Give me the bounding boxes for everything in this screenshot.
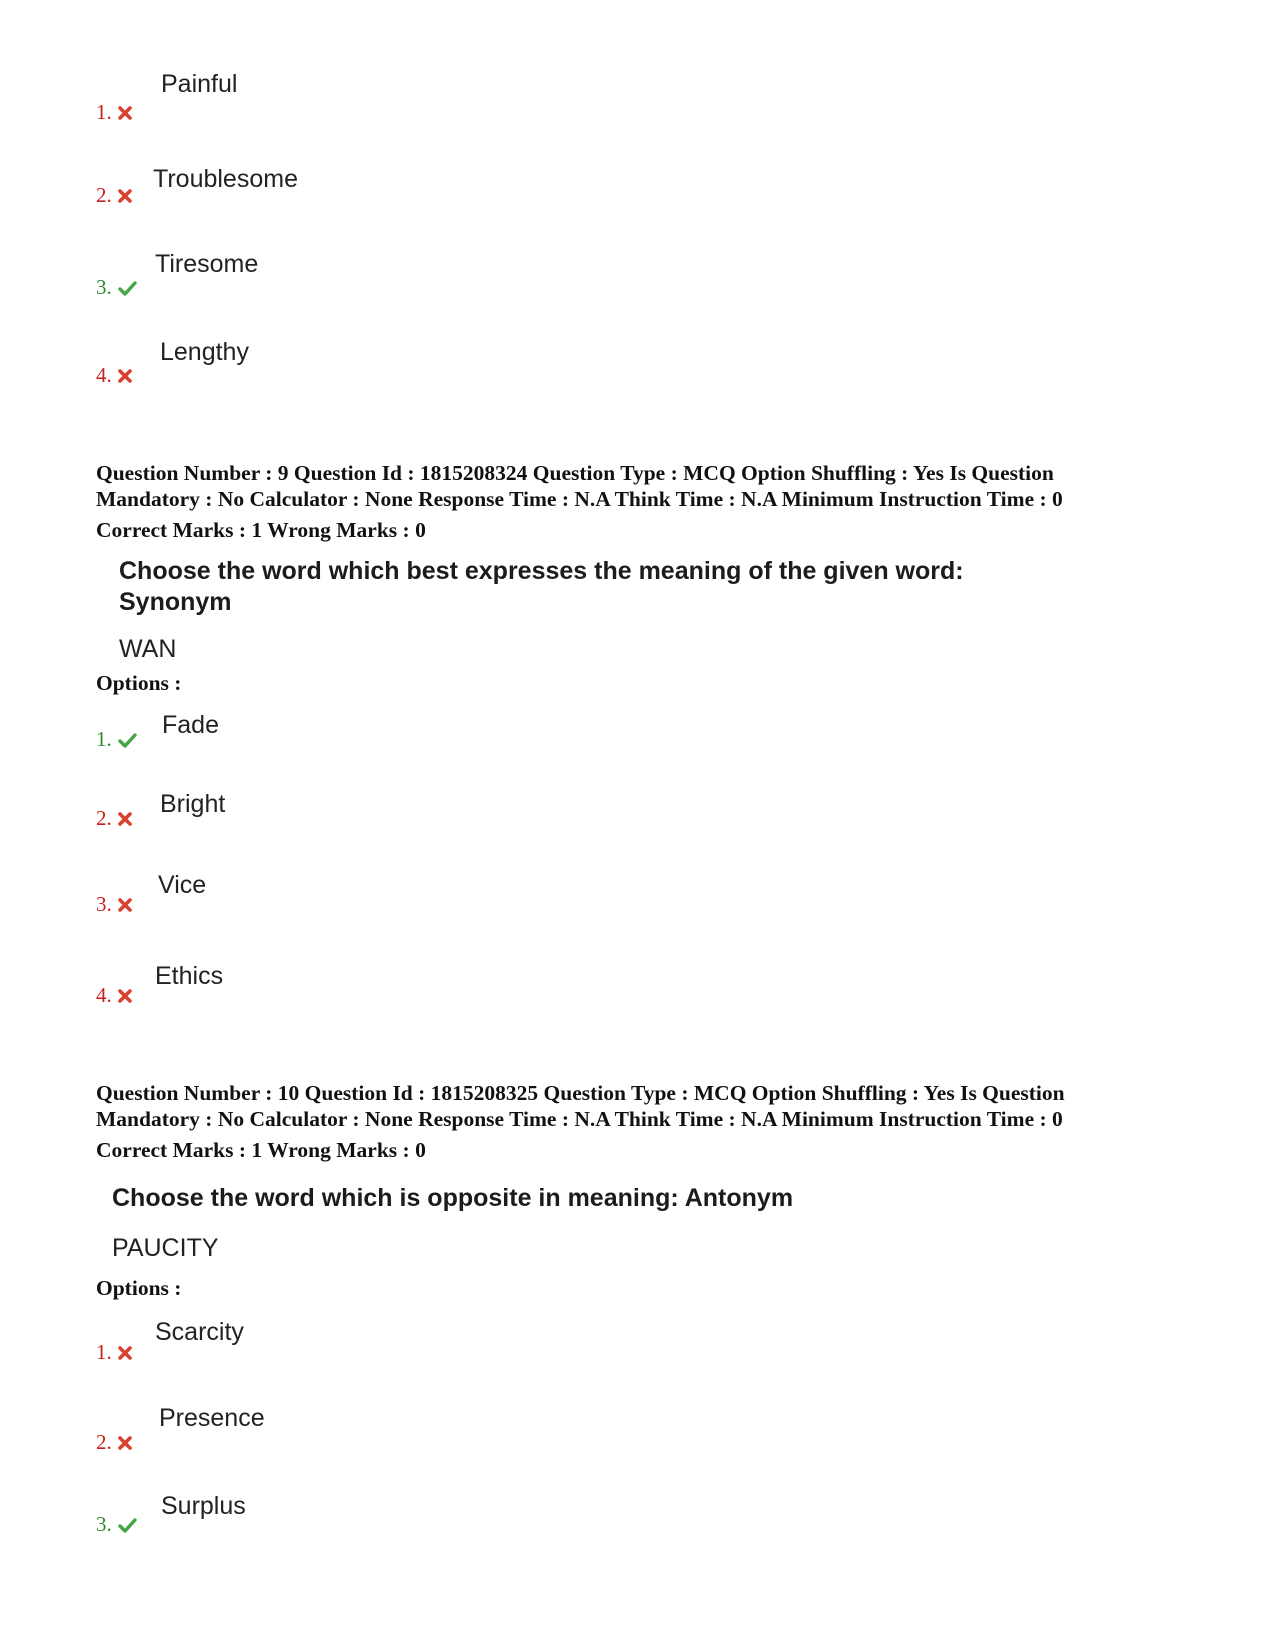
option-text: Presence bbox=[159, 1404, 265, 1432]
question-text: Choose the word which is opposite in meaning: Antonym bbox=[112, 1184, 794, 1212]
option-text: Surplus bbox=[161, 1492, 246, 1520]
option-text: Vice bbox=[158, 871, 207, 899]
options-label: Options : bbox=[96, 671, 182, 695]
wrong-x-icon bbox=[116, 368, 134, 384]
option-text: Fade bbox=[162, 711, 219, 739]
option-text: Painful bbox=[161, 70, 238, 98]
correct-check-icon bbox=[116, 732, 138, 748]
option-number bbox=[96, 984, 134, 1006]
wrong-x-icon bbox=[116, 1345, 134, 1361]
question-meta-line: Mandatory : No Calculator : None Response Time : N.A Think Time : N.A Minimum Instruction Time : 0 bbox=[96, 487, 1063, 511]
question-marks: Correct Marks : 1 Wrong Marks : 0 bbox=[96, 518, 426, 542]
wrong-x-icon bbox=[116, 988, 134, 1004]
option-number bbox=[96, 1341, 134, 1363]
wrong-x-icon bbox=[116, 188, 134, 204]
option-number bbox=[96, 276, 138, 298]
question-text-line: Synonym bbox=[119, 588, 232, 616]
question-meta-line: Mandatory : No Calculator : None Response Time : N.A Think Time : N.A Minimum Instruction Time : 0 bbox=[96, 1107, 1063, 1131]
option-number bbox=[96, 364, 134, 386]
option-text: Troublesome bbox=[153, 165, 298, 193]
question-text-line: Choose the word which best expresses the meaning of the given word: bbox=[119, 557, 964, 585]
wrong-x-icon bbox=[116, 811, 134, 827]
option-number-label: 1. bbox=[96, 727, 112, 751]
option-number-label: 3. bbox=[96, 892, 112, 916]
option-number-label: 3. bbox=[96, 275, 112, 299]
option-number-label: 4. bbox=[96, 983, 112, 1007]
option-number-label: 2. bbox=[96, 1430, 112, 1454]
question-marks: Correct Marks : 1 Wrong Marks : 0 bbox=[96, 1138, 426, 1162]
option-number bbox=[96, 728, 138, 750]
option-number-label: 3. bbox=[96, 1512, 112, 1536]
question-meta-line: Question Number : 10 Question Id : 1815208325 Question Type : MCQ Option Shuffling : Yes Is Question bbox=[96, 1081, 1065, 1105]
question-meta-line: Question Number : 9 Question Id : 1815208324 Question Type : MCQ Option Shuffling : Yes Is Question bbox=[96, 461, 1054, 485]
question-text bbox=[119, 556, 964, 618]
option-number-label: 2. bbox=[96, 183, 112, 207]
wrong-x-icon bbox=[116, 897, 134, 913]
option-number bbox=[96, 1513, 138, 1535]
option-text: Tiresome bbox=[155, 250, 259, 278]
question-word: WAN bbox=[119, 635, 177, 663]
option-text: Scarcity bbox=[155, 1318, 244, 1346]
wrong-x-icon bbox=[116, 1435, 134, 1451]
correct-check-icon bbox=[116, 1517, 138, 1533]
option-text: Ethics bbox=[155, 962, 224, 990]
correct-check-icon bbox=[116, 280, 138, 296]
options-label: Options : bbox=[96, 1276, 182, 1300]
option-number bbox=[96, 184, 134, 206]
option-number bbox=[96, 1431, 134, 1453]
question-meta bbox=[96, 1080, 1216, 1163]
option-text: Lengthy bbox=[160, 338, 249, 366]
option-number bbox=[96, 807, 134, 829]
option-number-label: 2. bbox=[96, 806, 112, 830]
option-number bbox=[96, 893, 134, 915]
question-word: PAUCITY bbox=[112, 1234, 219, 1262]
question-meta bbox=[96, 460, 1216, 543]
option-number-label: 1. bbox=[96, 1340, 112, 1364]
wrong-x-icon bbox=[116, 105, 134, 121]
option-text: Bright bbox=[160, 790, 226, 818]
option-number-label: 1. bbox=[96, 100, 112, 124]
option-number-label: 4. bbox=[96, 363, 112, 387]
option-number bbox=[96, 101, 134, 123]
